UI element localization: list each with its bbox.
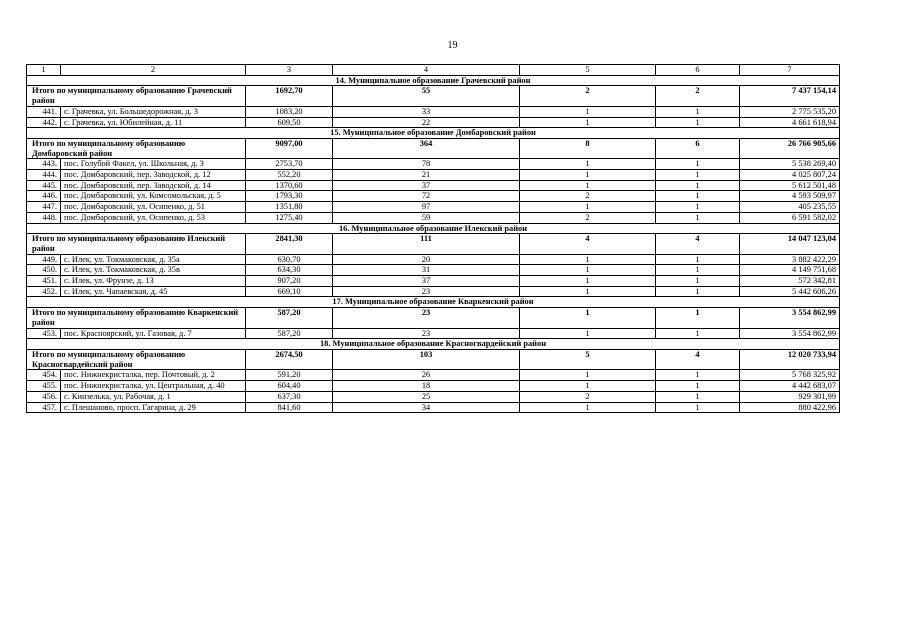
row-address: с. Грачевка, ул. Большедорожная, д. 3 [61,106,246,117]
row-area: 841,60 [246,402,333,413]
row-amount: 5 612 501,48 [740,180,840,191]
table-row [27,402,840,413]
row-col-5: 2 [520,391,656,402]
total-col-4: 103 [333,349,520,369]
district-total-row [27,234,840,254]
row-area: 907,20 [246,276,333,287]
row-address: с. Илек, ул. Токмаковская, д. 35в [61,265,246,276]
row-col-5: 1 [520,202,656,213]
row-amount: 6 591 582,02 [740,212,840,223]
total-amount: 7 437 154,14 [740,86,840,106]
row-col-4: 72 [333,191,520,202]
row-number: 448. [27,212,61,223]
row-amount: 880 422,96 [740,402,840,413]
total-label: Итого по муниципальному образованию Грачевский район [27,86,246,106]
row-col-4: 37 [333,276,520,287]
row-number: 457. [27,402,61,413]
row-number: 443. [27,159,61,170]
row-area: 604,40 [246,381,333,392]
total-label: Итого по муниципальному образованию Красногвардейский район [27,349,246,369]
row-number: 452. [27,286,61,297]
row-area: 552,20 [246,170,333,181]
table-row [27,276,840,287]
row-col-5: 1 [520,286,656,297]
row-col-6: 1 [656,106,740,117]
total-col-6: 6 [656,138,740,158]
row-address: с. Плешаново, просп. Гагарина, д. 29 [61,402,246,413]
row-number: 446. [27,191,61,202]
district-title: 17. Муниципальное образование Кваркенский район [27,297,840,308]
table-row [27,328,840,339]
row-amount: 5 538 269,40 [740,159,840,170]
row-col-5: 1 [520,180,656,191]
total-amount: 14 047 123,04 [740,234,840,254]
table-row [27,286,840,297]
row-amount: 3 554 862,99 [740,328,840,339]
row-col-6: 1 [656,202,740,213]
row-col-5: 1 [520,370,656,381]
row-address: пос. Домбаровский, ул. Осипенко, д. 51 [61,202,246,213]
table-row [27,159,840,170]
row-number: 442. [27,117,61,128]
row-col-5: 2 [520,212,656,223]
total-col-6: 4 [656,234,740,254]
total-col-4: 364 [333,138,520,158]
registry-table [26,64,840,413]
column-number-row [27,65,840,76]
row-area: 1370,60 [246,180,333,191]
total-col-6: 1 [656,308,740,328]
row-col-5: 1 [520,254,656,265]
row-amount: 4 025 807,24 [740,170,840,181]
row-area: 587,20 [246,328,333,339]
row-area: 634,30 [246,265,333,276]
row-area: 2753,70 [246,159,333,170]
total-amount: 12 020 733,94 [740,349,840,369]
row-amount: 2 775 535,20 [740,106,840,117]
district-header-row [27,223,840,234]
table-row [27,202,840,213]
row-address: пос. Домбаровский, ул. Комсомольская, д. 5 [61,191,246,202]
district-title: 16. Муниципальное образование Илекский район [27,223,840,234]
table-row [27,370,840,381]
district-total-row [27,138,840,158]
row-address: пос. Красноярский, ул. Газовая, д. 7 [61,328,246,339]
row-area: 630,70 [246,254,333,265]
row-col-6: 1 [656,117,740,128]
district-header-row [27,128,840,139]
row-col-6: 1 [656,276,740,287]
column-number: 6 [656,65,740,76]
total-area: 2674,50 [246,349,333,369]
row-number: 444. [27,170,61,181]
district-header-row [27,297,840,308]
row-col-6: 1 [656,381,740,392]
table-row [27,391,840,402]
total-area: 2841,30 [246,234,333,254]
total-col-5: 8 [520,138,656,158]
row-address: пос. Нижнекристалка, ул. Центральная, д. 40 [61,381,246,392]
row-address: пос. Нижнекристалка, пер. Почтовый, д. 2 [61,370,246,381]
row-address: с. Илек, ул. Чапаевская, д. 45 [61,286,246,297]
row-amount: 5 442 606,26 [740,286,840,297]
total-area: 9097,00 [246,138,333,158]
row-col-5: 1 [520,106,656,117]
row-col-6: 1 [656,191,740,202]
row-address: с. Илек, ул. Токмаковская, д. 35а [61,254,246,265]
row-number: 449. [27,254,61,265]
total-label: Итого по муниципальному образованию Кваркенский район [27,308,246,328]
row-number: 453. [27,328,61,339]
row-address: пос. Домбаровский, пер. Заводской, д. 14 [61,180,246,191]
row-col-6: 1 [656,180,740,191]
district-total-row [27,308,840,328]
row-amount: 4 661 618,94 [740,117,840,128]
row-col-5: 2 [520,191,656,202]
row-col-6: 1 [656,286,740,297]
row-col-4: 26 [333,370,520,381]
row-col-6: 1 [656,328,740,339]
row-col-4: 78 [333,159,520,170]
row-col-4: 18 [333,381,520,392]
row-address: с. Кинзелька, ул. Рабочая, д. 1 [61,391,246,402]
row-number: 456. [27,391,61,402]
total-label: Итого по муниципальному образованию Домбаровский район [27,138,246,158]
table-row [27,212,840,223]
total-label: Итого по муниципальному образованию Илекский район [27,234,246,254]
row-area: 1351,80 [246,202,333,213]
row-col-5: 1 [520,159,656,170]
row-col-4: 97 [333,202,520,213]
row-col-4: 59 [333,212,520,223]
row-col-4: 33 [333,106,520,117]
total-amount: 26 766 905,66 [740,138,840,158]
column-number: 1 [27,65,61,76]
total-area: 1692,70 [246,86,333,106]
total-col-6: 4 [656,349,740,369]
row-col-4: 37 [333,180,520,191]
district-title: 14. Муниципальное образование Грачевский район [27,75,840,86]
row-area: 637,30 [246,391,333,402]
page-number: 19 [447,40,458,51]
row-number: 455. [27,381,61,392]
row-col-5: 1 [520,381,656,392]
row-number: 445. [27,180,61,191]
column-number: 3 [246,65,333,76]
row-col-5: 1 [520,276,656,287]
table-row [27,170,840,181]
row-number: 447. [27,202,61,213]
row-col-4: 21 [333,170,520,181]
row-amount: 572 342,81 [740,276,840,287]
table-row [27,106,840,117]
row-address: пос. Голубой Факел, ул. Школьная, д. 3 [61,159,246,170]
row-col-6: 1 [656,402,740,413]
total-col-5: 1 [520,308,656,328]
row-amount: 929 301,99 [740,391,840,402]
column-number: 4 [333,65,520,76]
row-col-6: 1 [656,212,740,223]
table-body [27,65,840,413]
row-amount: 4 149 751,68 [740,265,840,276]
table-row [27,265,840,276]
row-amount: 4 442 683,07 [740,381,840,392]
row-area: 1793,30 [246,191,333,202]
total-col-5: 4 [520,234,656,254]
row-address: пос. Домбаровский, ул. Осипенко, д. 53 [61,212,246,223]
row-col-5: 1 [520,402,656,413]
table-row [27,117,840,128]
row-amount: 4 593 509,97 [740,191,840,202]
table-row [27,191,840,202]
total-area: 587,20 [246,308,333,328]
table-row [27,254,840,265]
row-address: пос. Домбаровский, пер. Заводской, д. 12 [61,170,246,181]
row-col-6: 1 [656,391,740,402]
district-total-row [27,86,840,106]
row-area: 1083,20 [246,106,333,117]
row-number: 454. [27,370,61,381]
district-header-row [27,75,840,86]
total-amount: 3 554 862,99 [740,308,840,328]
row-area: 609,50 [246,117,333,128]
row-col-6: 1 [656,265,740,276]
row-col-5: 1 [520,117,656,128]
row-number: 450. [27,265,61,276]
total-col-6: 2 [656,86,740,106]
row-col-5: 1 [520,328,656,339]
row-area: 669,10 [246,286,333,297]
row-number: 451. [27,276,61,287]
row-col-4: 34 [333,402,520,413]
row-amount: 5 768 325,92 [740,370,840,381]
row-col-4: 25 [333,391,520,402]
row-col-4: 20 [333,254,520,265]
total-col-4: 23 [333,308,520,328]
table-row [27,180,840,191]
row-area: 591,20 [246,370,333,381]
total-col-4: 55 [333,86,520,106]
row-col-6: 1 [656,254,740,265]
row-col-4: 22 [333,117,520,128]
column-number: 5 [520,65,656,76]
row-amount: 3 882 422,29 [740,254,840,265]
district-title: 18. Муниципальное образование Красногвардейский район [27,339,840,350]
total-col-4: 111 [333,234,520,254]
row-col-4: 31 [333,265,520,276]
row-col-6: 1 [656,370,740,381]
row-address: с. Илек, ул. Фрунзе, д. 13 [61,276,246,287]
district-header-row [27,339,840,350]
table-row [27,381,840,392]
row-area: 1275,40 [246,212,333,223]
district-title: 15. Муниципальное образование Домбаровский район [27,128,840,139]
row-col-5: 1 [520,170,656,181]
total-col-5: 5 [520,349,656,369]
row-col-5: 1 [520,265,656,276]
row-address: с. Грачевка, ул. Юбилейная, д. 11 [61,117,246,128]
column-number: 7 [740,65,840,76]
row-col-4: 23 [333,286,520,297]
row-col-4: 23 [333,328,520,339]
row-number: 441. [27,106,61,117]
column-number: 2 [61,65,246,76]
row-col-6: 1 [656,170,740,181]
district-total-row [27,349,840,369]
row-col-6: 1 [656,159,740,170]
total-col-5: 2 [520,86,656,106]
row-amount: 405 235,55 [740,202,840,213]
